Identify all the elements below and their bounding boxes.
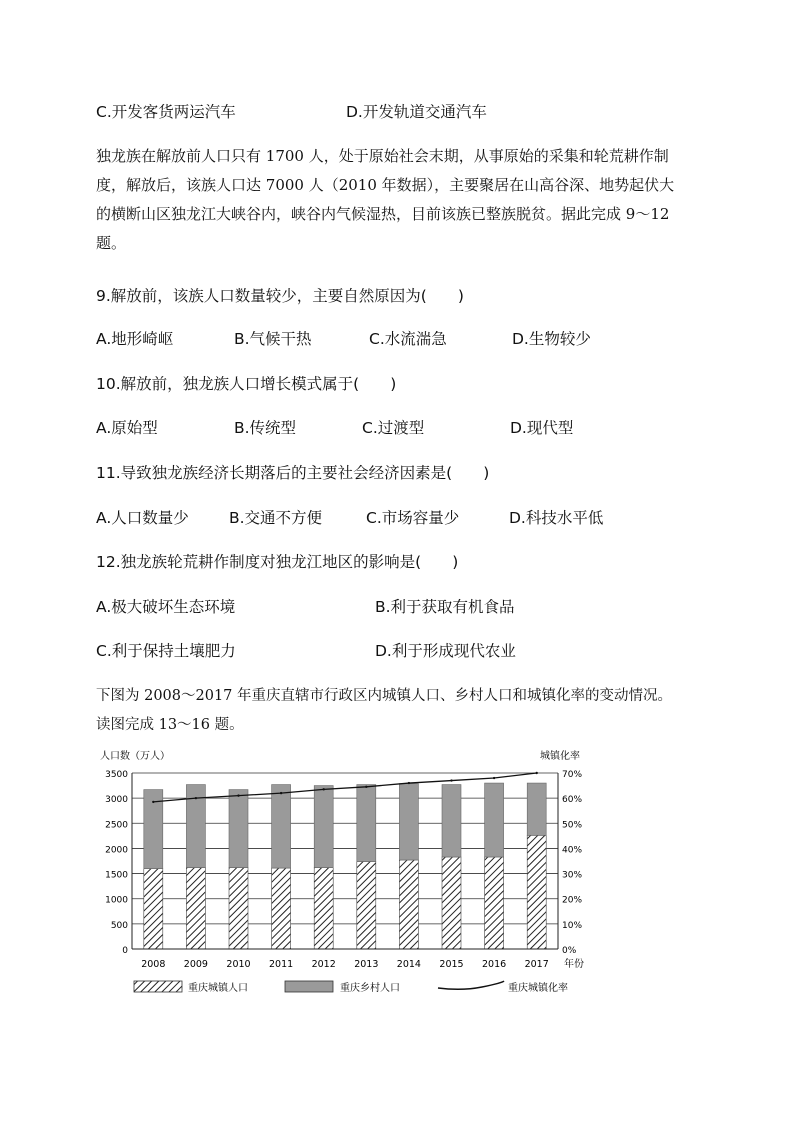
y-tick-label-right: 0%	[562, 946, 577, 956]
q12-stem: 12.独龙族轮荒耕作制度对独龙江地区的影响是( )	[96, 553, 459, 571]
legend-line-swatch	[438, 981, 504, 989]
q10-stem: 10.解放前，独龙族人口增长模式属于( )	[96, 375, 397, 393]
urban-population-bar	[186, 868, 205, 949]
left-axis-title: 人口数（万人）	[100, 751, 170, 762]
y-tick-label-right: 60%	[562, 795, 583, 806]
intro-1-line: 度，解放后，该族人口达 7000 人（2010 年数据），主要聚居在山高谷深、地势起伏大	[96, 176, 675, 194]
y-tick-label-left: 0	[122, 946, 128, 956]
x-tick-label: 2012	[311, 959, 336, 970]
urbanization-rate-point	[152, 801, 154, 803]
intro-1-line: 题。	[96, 234, 127, 252]
legend-rural-swatch	[285, 981, 333, 992]
x-tick-label: 2014	[396, 959, 421, 970]
urbanization-rate-point	[450, 779, 452, 781]
urban-population-bar	[314, 868, 333, 949]
urban-population-bar	[485, 857, 504, 949]
intro-2-line: 读图完成 13～16 题。	[96, 717, 244, 733]
y-tick-label-left: 1000	[105, 895, 128, 906]
x-tick-label: 2013	[354, 959, 379, 970]
right-axis-title: 城镇化率	[540, 751, 580, 762]
rural-population-bar	[357, 785, 376, 862]
rural-population-bar	[229, 790, 248, 868]
urban-population-bar	[357, 862, 376, 949]
legend-line-label: 重庆城镇化率	[508, 983, 568, 994]
intro-1-line: 独龙族在解放前人口只有 1700 人，处于原始社会末期，从事原始的采集和轮荒耕作制	[96, 147, 669, 165]
x-tick-label: 2015	[439, 959, 464, 970]
urban-population-bar	[442, 857, 461, 949]
q11-option-a: A.人口数量少	[96, 509, 189, 527]
q12-option-a: A.极大破坏生态环境	[96, 598, 236, 616]
urban-population-bar	[527, 835, 546, 949]
rural-population-bar	[272, 785, 291, 868]
rural-population-bar	[442, 785, 461, 857]
x-axis-title: 年份	[564, 959, 584, 970]
q12-option-c: C.利于保持土壤肥力	[96, 642, 236, 660]
legend-rural-label: 重庆乡村人口	[340, 983, 400, 994]
urbanization-rate-point	[408, 782, 410, 784]
legend	[134, 981, 568, 994]
y-tick-label-right: 50%	[562, 820, 583, 831]
y-tick-label-left: 3000	[105, 795, 128, 806]
urbanization-rate-point	[280, 792, 282, 794]
intro-passage-1	[96, 142, 706, 258]
q9-stem: 9.解放前，该族人口数量较少，主要自然原因为( )	[96, 287, 464, 305]
q8-option-c: C.开发客货两运汽车	[96, 103, 236, 121]
y-tick-label-right: 10%	[562, 920, 583, 931]
legend-urban-swatch	[134, 981, 182, 992]
intro-passage-2	[96, 682, 726, 740]
q10-option-b: B.传统型	[234, 419, 297, 437]
population-urbanization-chart	[90, 745, 590, 1000]
legend-urban-label: 重庆城镇人口	[188, 983, 248, 994]
q8-option-d: D.开发轨道交通汽车	[346, 103, 487, 121]
y-tick-label-right: 20%	[562, 895, 583, 906]
x-tick-label: 2010	[226, 959, 251, 970]
urban-population-bar	[144, 869, 163, 949]
y-tick-label-left: 500	[110, 920, 128, 931]
y-tick-label-left: 2500	[105, 820, 128, 831]
y-tick-label-right: 70%	[562, 770, 583, 780]
y-tick-label-left: 2000	[105, 845, 128, 856]
rural-population-bar	[314, 786, 333, 868]
y-tick-label-right: 30%	[562, 870, 583, 881]
x-tick-label: 2011	[269, 959, 294, 970]
q11-option-c: C.市场容量少	[366, 509, 460, 527]
urbanization-rate-point	[493, 777, 495, 779]
rural-population-bar	[485, 783, 504, 857]
urbanization-rate-point	[237, 794, 239, 796]
q10-option-d: D.现代型	[510, 419, 574, 437]
q9-option-d: D.生物较少	[512, 330, 591, 348]
urban-population-bar	[272, 868, 291, 949]
intro-1-line: 的横断山区独龙江大峡谷内，峡谷内气候湿热，目前该族已整族脱贫。据此完成 9～12	[96, 205, 670, 223]
y-tick-label-left: 3500	[105, 770, 128, 780]
y-tick-label-right: 40%	[562, 845, 583, 856]
x-tick-label: 2017	[524, 959, 549, 970]
q9-option-c: C.水流湍急	[369, 330, 447, 348]
q10-option-c: C.过渡型	[362, 419, 425, 437]
urbanization-rate-point	[536, 772, 538, 774]
urbanization-rate-point	[195, 797, 197, 799]
rural-population-bar	[399, 784, 418, 860]
x-tick-label: 2016	[482, 959, 507, 970]
urban-population-bar	[229, 868, 248, 949]
intro-2-line: 下图为 2008～2017 年重庆直辖市行政区内城镇人口、乡村人口和城镇化率的变动情况。	[96, 688, 673, 704]
q12-option-b: B.利于获取有机食品	[375, 598, 515, 616]
rural-population-bar	[527, 783, 546, 835]
x-tick-label: 2008	[141, 959, 166, 970]
q11-option-d: D.科技水平低	[509, 509, 604, 527]
q10-option-a: A.原始型	[96, 419, 158, 437]
q12-option-d: D.利于形成现代农业	[375, 642, 516, 660]
q9-option-b: B.气候干热	[234, 330, 312, 348]
urbanization-rate-line	[153, 773, 536, 802]
q11-stem: 11.导致独龙族经济长期落后的主要社会经济因素是( )	[96, 464, 490, 482]
urbanization-rate-point	[365, 786, 367, 788]
urbanization-rate-point	[323, 788, 325, 790]
q11-option-b: B.交通不方便	[229, 509, 323, 527]
y-tick-label-left: 1500	[105, 870, 128, 881]
q9-option-a: A.地形崎岖	[96, 330, 174, 348]
urban-population-bar	[399, 860, 418, 949]
x-tick-label: 2009	[183, 959, 208, 970]
